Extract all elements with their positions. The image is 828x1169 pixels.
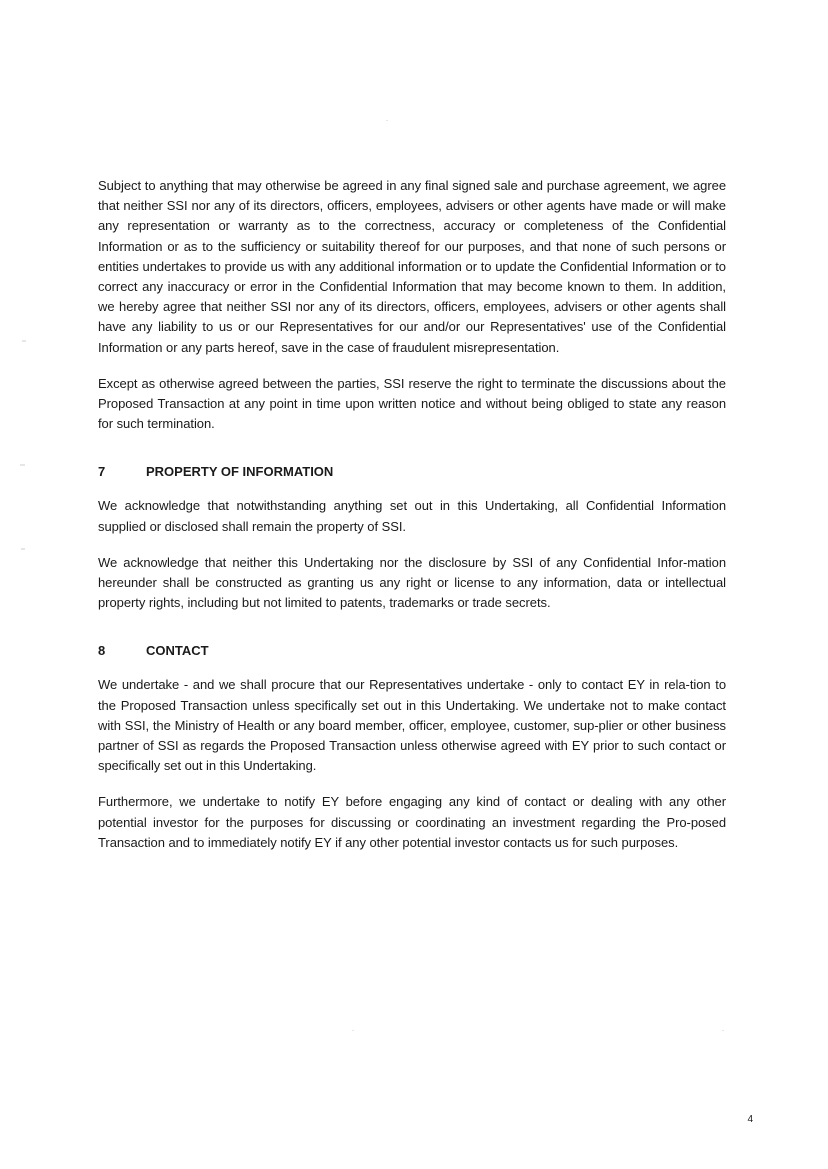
scan-speck — [21, 548, 25, 550]
paragraph-termination: Except as otherwise agreed between the parties, SSI reserve the right to terminate the discussions about the Proposed Transaction at any point in time upon written notice and without being obliged to state any reason for such termination. — [98, 375, 726, 432]
section-number: 7 — [98, 464, 106, 480]
scan-speck — [722, 1030, 724, 1031]
section-title: PROPERTY OF INFORMATION — [146, 464, 334, 480]
section-heading-contact — [98, 641, 726, 661]
scan-speck — [20, 464, 25, 466]
document-body — [98, 176, 726, 869]
paragraph-property-of-ssi: We acknowledge that notwithstanding anything set out in this Undertaking, all Confidential Information supplied or disclosed shall remain the property of SSI. — [98, 498, 726, 534]
paragraph-no-license-granted: We acknowledge that neither this Undertaking nor the disclosure by SSI of any Confidential Infor-mation hereunder shall be constructed as granting us any right or license to any information, data or intellectual property rights, including but not limited to patents, trademarks or trade secrets. — [98, 554, 726, 611]
paragraph-contact-ey-only: We undertake - and we shall procure that our Representatives undertake - only to contact EY in rela-tion to the Proposed Transaction unless specifically set out in this Undertaking. We undertake not to make contact with SSI, the Ministry of Health or any board member, officer, employee, customer, sup-plier or other business partner of SSI as regards the Proposed Transaction unless otherwise agreed with EY prior to such contact or specifically set out in this Undertaking. — [98, 677, 726, 774]
paragraph-notify-ey: Furthermore, we undertake to notify EY before engaging any kind of contact or dealing with any other potential investor for the purposes for discussing or coordinating an investment regarding the Pro-posed Transaction and to immediately notify EY if any other potential investor contacts us for such purposes. — [98, 794, 726, 850]
scan-speck — [352, 1030, 354, 1031]
scan-speck — [22, 340, 26, 342]
section-number: 8 — [98, 643, 106, 659]
page-number: 4 — [747, 1114, 753, 1125]
section-title: CONTACT — [146, 643, 209, 659]
paragraph-representations: Subject to anything that may otherwise be agreed in any final signed sale and purchase agreement, we agree that neither SSI nor any of its directors, officers, employees, advisers or other agents have made or will make any representation or warranty as to the correctness, accuracy or completeness of the Confidential Information or as to the sufficiency or suitability thereof for our purposes, and that none of such persons or entities undertakes to provide us with any additional information or to update the Confidential Information or to correct any inaccuracy or error in the Confidential Information that may become known to them. In addition, we hereby agree that neither SSI nor any of its directors, officers, employees, advisers or other agents shall have any liability to us or our Representatives for our and/or our Representatives' use of the Confidential Information or any parts hereof, save in the case of fraudulent misrepresentation. — [98, 178, 726, 355]
scan-speck — [386, 120, 388, 121]
section-heading-property-of-information — [98, 462, 726, 482]
